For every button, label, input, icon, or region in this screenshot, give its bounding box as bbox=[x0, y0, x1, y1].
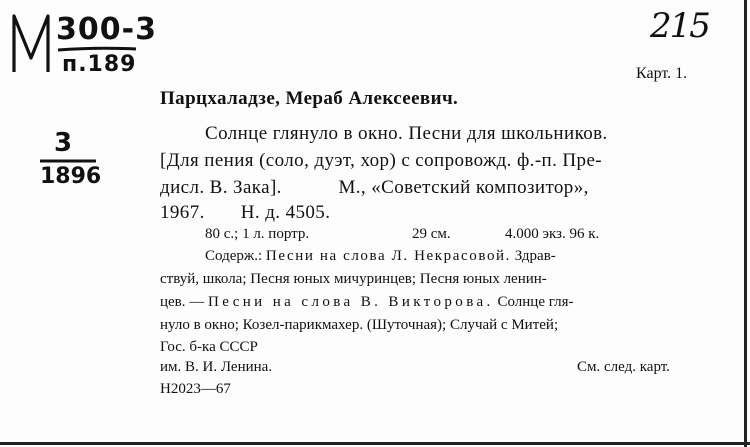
card-right-border bbox=[744, 0, 747, 447]
top-right-mark: 215 bbox=[650, 6, 709, 46]
copies-info: 4.000 экз. 96 к. bbox=[505, 226, 600, 242]
title-line-1: Солнце глянуло в окно. Песни для школьников. bbox=[205, 123, 608, 144]
shelf-sub: п.189 bbox=[62, 52, 137, 77]
pages-info: 80 с.; 1 л. портр. bbox=[205, 226, 310, 242]
title-line-2: [Для пения (соло, дуэт, хор) с сопровожд. ф.-п. Пре- bbox=[160, 150, 603, 171]
library-line-1: Гос. б-ка СССР bbox=[160, 339, 258, 355]
contents-line-3-prefix: цев. — bbox=[160, 294, 209, 310]
left-number: 3 bbox=[54, 128, 73, 158]
title-line-4: 1967. Н. д. 4505. bbox=[160, 202, 331, 223]
contents-section-2: Песни на слова В. Викторова. bbox=[208, 294, 494, 310]
shelf-number: 300-3 bbox=[56, 12, 157, 47]
size-info: 29 см. bbox=[412, 226, 451, 242]
shelf-letter-m bbox=[8, 10, 54, 76]
contents-line-4: нуло в окно; Козел-парикмахер. (Шуточная); Случай с Митей; bbox=[160, 317, 559, 333]
contents-section-1: Песни на слова Л. Некрасовой. bbox=[265, 248, 512, 264]
card-bottom-border bbox=[0, 442, 750, 445]
left-year: 1896 bbox=[40, 164, 102, 189]
catalog-code: Н2023—67 bbox=[160, 381, 231, 397]
contents-line-3-suffix: Солнце гля- bbox=[493, 294, 574, 310]
contents-prefix: Содерж.: bbox=[205, 248, 266, 264]
library-line-2: им. В. И. Ленина. bbox=[160, 359, 273, 375]
contents-line-1-suffix: Здрав- bbox=[511, 248, 556, 264]
contents-line-1 bbox=[205, 248, 556, 265]
contents-line-3 bbox=[160, 294, 574, 311]
card-number: Карт. 1. bbox=[636, 65, 688, 82]
see-next-card: См. след. карт. bbox=[577, 359, 670, 375]
title-line-3: дисл. В. Зака]. М., «Советский композитор», bbox=[160, 177, 589, 198]
contents-line-2: ствуй, школа; Песня юных мичуринцев; Песня юных ленин- bbox=[160, 271, 547, 287]
author-heading: Парцхаладзе, Мераб Алексеевич. bbox=[160, 88, 459, 109]
